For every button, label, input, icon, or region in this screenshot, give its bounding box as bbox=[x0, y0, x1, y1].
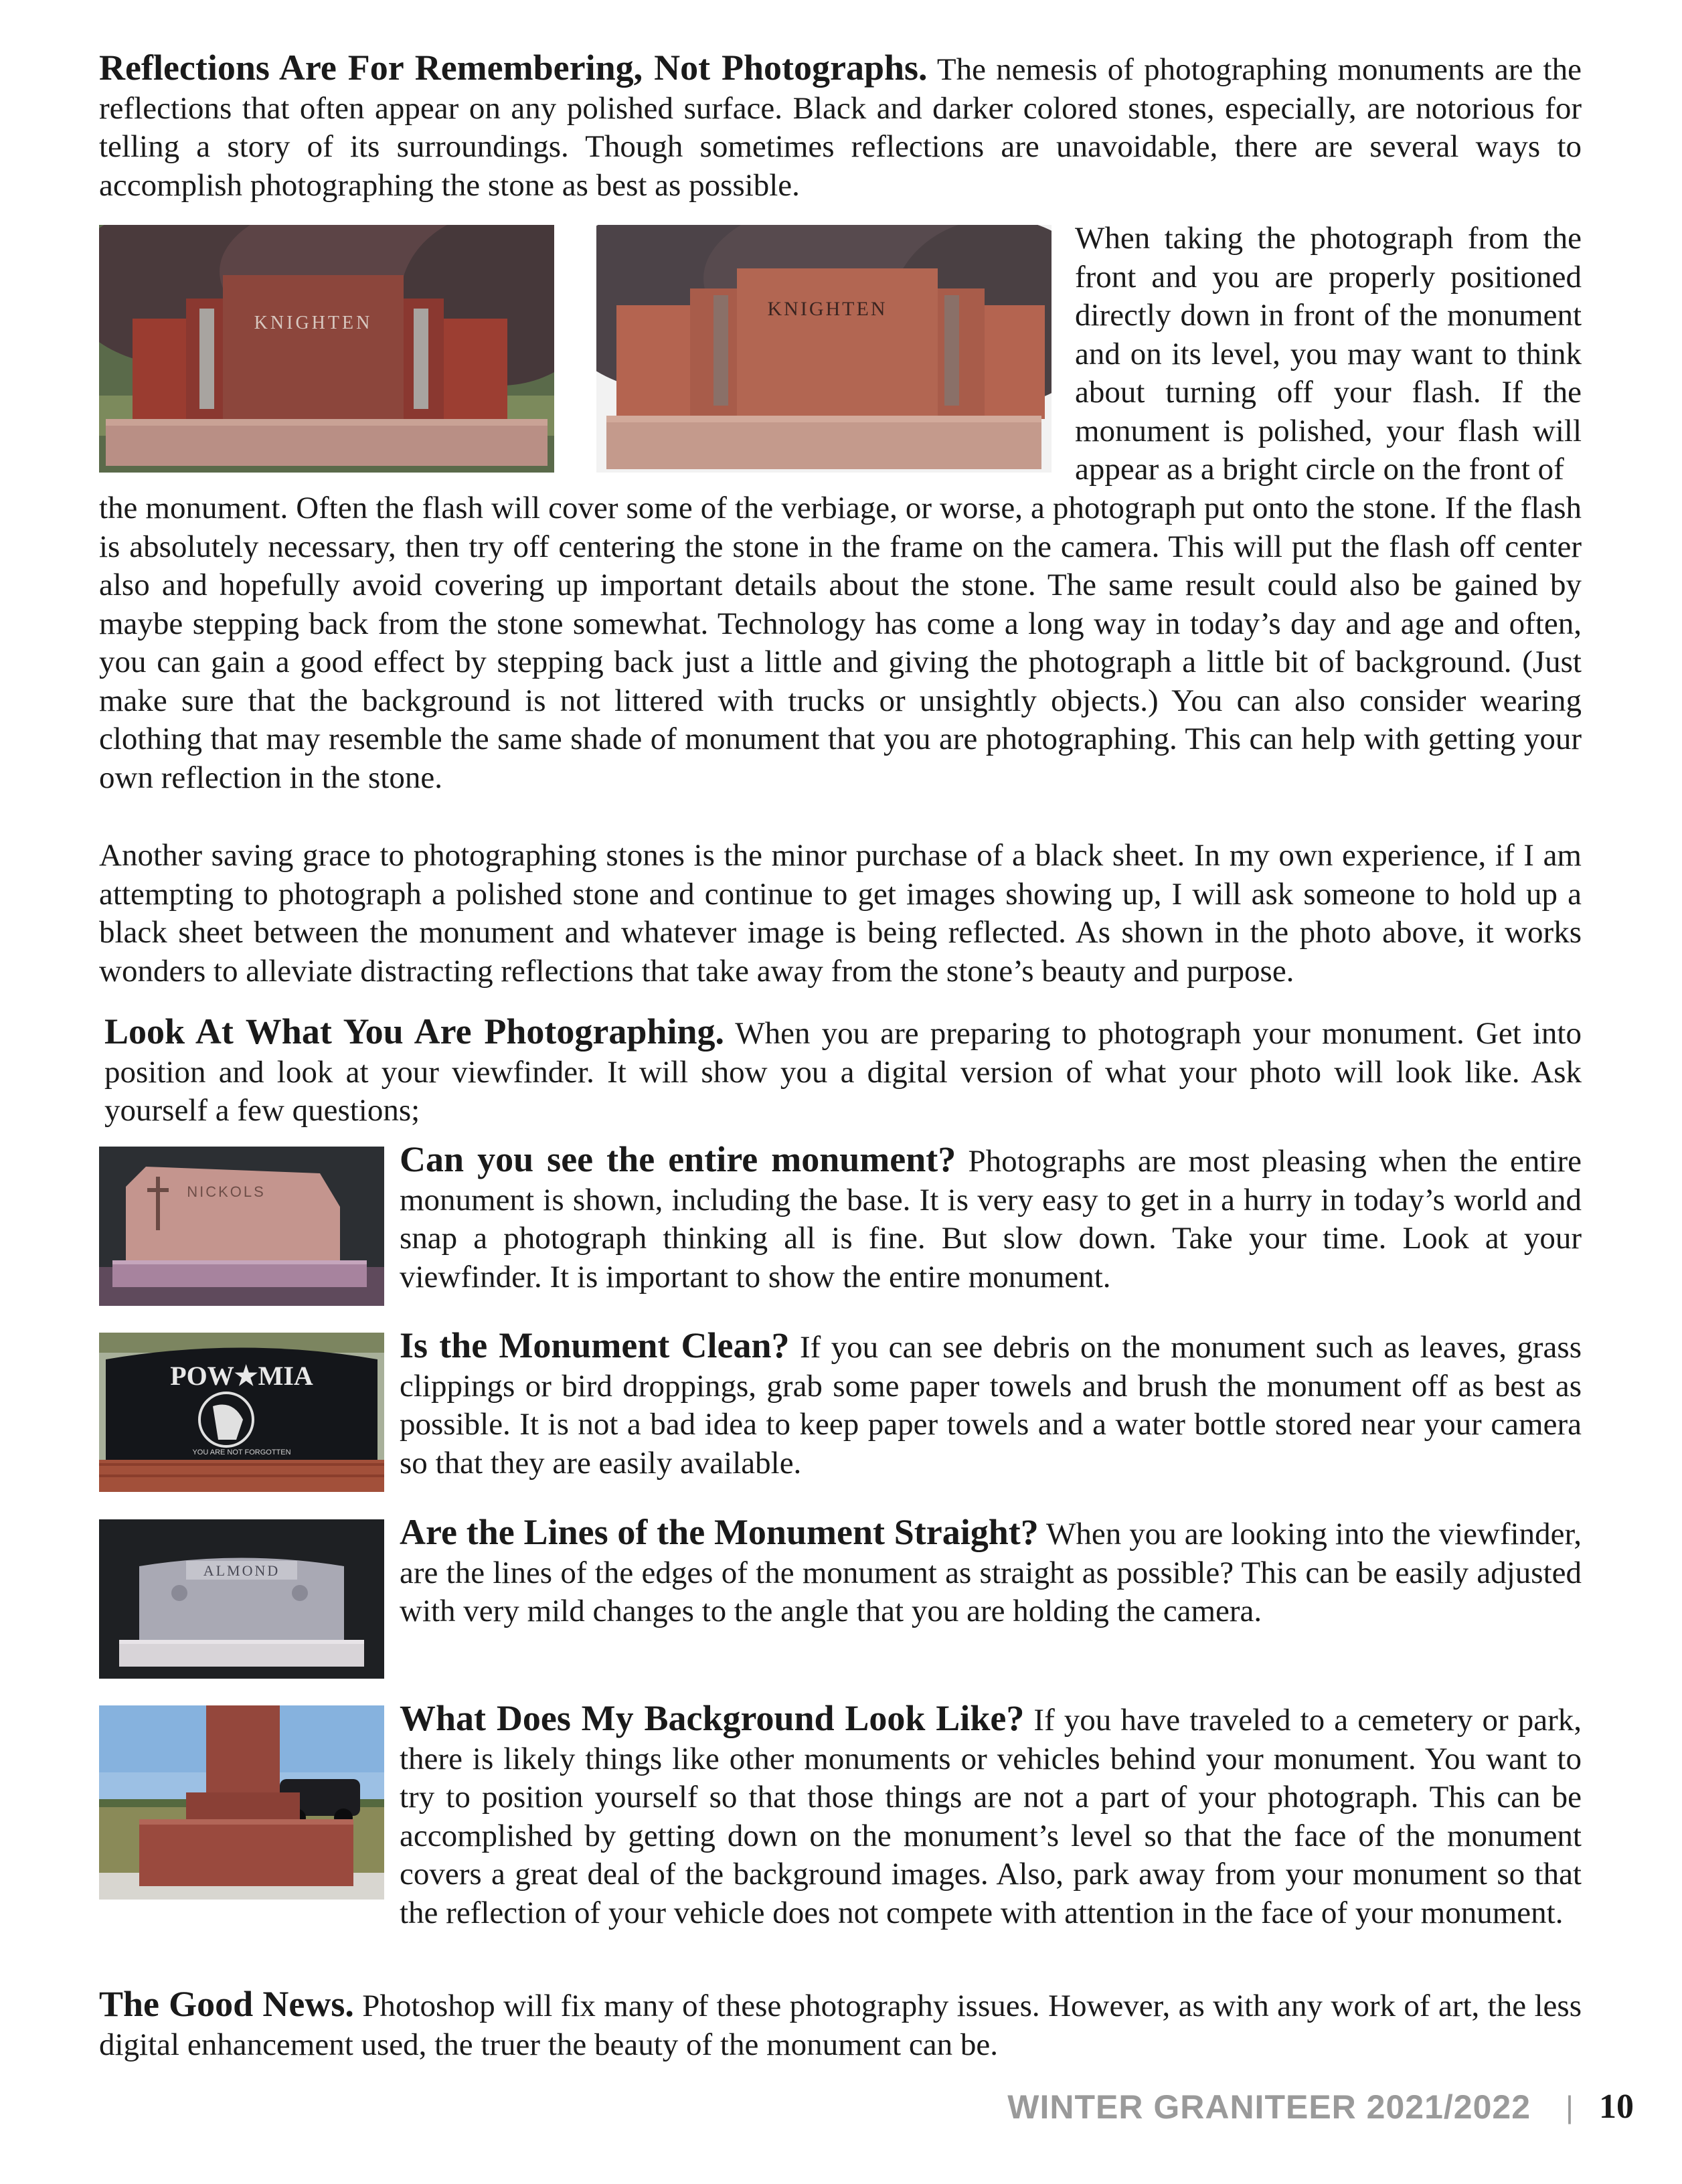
page-footer bbox=[1007, 2087, 1634, 2126]
heading-good-news: The Good News. bbox=[99, 1984, 354, 2024]
pow-mia-inscription: POW★MIA bbox=[170, 1361, 313, 1391]
knighten-inscription-2: KNIGHTEN bbox=[767, 298, 888, 320]
footer-separator: | bbox=[1566, 2089, 1574, 2124]
flash-advice-continuation: the monument. Often the flash will cover some of the verbiage, or worse, a photograph put onto the stone. If the flash is absolutely necessary, then try off centering the stone in the frame on the camera. This will put the flash off center also and hopefully avoid covering up important details about the stone. The same result could also be gained by maybe stepping back from the stone somewhat. Technology has come a long way in today’s day and age and often, you can gain a good effect by stepping back just a little and giving the photograph a little bit of background. (Just make sure that the background is not littered with trucks or unsightly objects.) You can also consider wearing clothing that may resemble the same shade of monument that you are photographing. This can help with getting your own reflection in the stone. bbox=[99, 491, 1582, 795]
almond-monument-photo bbox=[99, 1519, 384, 1679]
background-look-item: What Does My Background Look Like? If you have traveled to a cemetery or park, there is likely things like other monuments or vehicles behind your monument. You want to try to position yourself so that those things are not a part of your photograph. This can be accomplished by getting down on the monument’s level so that the face of the monument covers a great deal of the background images. Also, park away from your monument so that the reflection of your vehicle does not compete with attention in the face of your monument. bbox=[400, 1698, 1582, 1930]
almond-inscription: ALMOND bbox=[203, 1562, 280, 1579]
good-news-paragraph: The Good News. Photoshop will fix many of these photography issues. However, as with any work of art, the less digital enhancement used, the truer the beauty of the monument can be. bbox=[99, 1984, 1582, 2062]
heading-look-at-what: Look At What You Are Photographing. bbox=[104, 1011, 724, 1052]
question-monument-clean: Is the Monument Clean? bbox=[400, 1325, 790, 1365]
page-number: 10 bbox=[1599, 2088, 1634, 2126]
entire-monument-item: Can you see the entire monument? Photographs are most pleasing when the entire monument is shown, including the base. It is very easy to get in a hurry in today’s world and snap a photograph thinking all is fine. But slow down. Take your time. Look at your viewfinder. It is important to show the entire monument. bbox=[400, 1139, 1582, 1294]
background-monument-photo bbox=[99, 1705, 384, 1900]
section-look-intro: Look At What You Are Photographing. When you are preparing to photograph your monument. Get into position and look at your viewfinder. It will show you a digital version of what your photo will look like. Ask yourself a few questions; bbox=[104, 1011, 1582, 1128]
knighten-monument-clean-photo bbox=[596, 225, 1052, 473]
question-background: What Does My Background Look Like? bbox=[400, 1698, 1025, 1738]
knighten-monument-reflective-photo bbox=[99, 225, 554, 473]
pow-mia-monument-photo bbox=[99, 1333, 384, 1492]
pow-mia-subtext: YOU ARE NOT FORGOTTEN bbox=[192, 1448, 291, 1456]
question-entire-monument: Can you see the entire monument? bbox=[400, 1139, 956, 1179]
question-lines-straight: Are the Lines of the Monument Straight? bbox=[400, 1512, 1039, 1552]
lines-straight-item: Are the Lines of the Monument Straight? When you are looking into the viewfinder, are the lines of the edges of the monument as straight as possible? This can be easily adjusted with very mild changes to the angle that you are holding the camera. bbox=[400, 1512, 1582, 1628]
knighten-inscription-1: KNIGHTEN bbox=[254, 313, 373, 333]
monument-clean-item: Is the Monument Clean? If you can see debris on the monument such as leaves, grass clippings or bird droppings, grab some paper towels and brush the monument off as best as possible. It is not a bad idea to keep paper towels and a water bottle stored near your camera so that they are easily available. bbox=[400, 1325, 1582, 1481]
flash-advice-text: When taking the photograph from the front and you are properly positioned directly down in front of the monument and on its level, you may want to think about turning off your flash. If the monument is polished, your flash will appear as a bright circle on the front of bbox=[1075, 221, 1582, 487]
heading-reflections: Reflections Are For Remembering, Not Photographs. bbox=[99, 48, 928, 88]
black-sheet-paragraph: Another saving grace to photographing stones is the minor purchase of a black sheet. In my own experience, if I am attempting to photograph a polished stone and continue to get images showing up, I will ask someone to hold up a black sheet between the monument and whatever image is being reflected. As shown in the photo above, it works wonders to alleviate distracting reflections that take away from the stone’s beauty and purpose. bbox=[99, 838, 1582, 989]
magazine-title: WINTER GRANITEER 2021/2022 bbox=[1007, 2088, 1531, 2126]
nickols-inscription: NICKOLS bbox=[187, 1183, 266, 1200]
nickols-monument-photo bbox=[99, 1147, 384, 1306]
section-reflections-intro: Reflections Are For Remembering, Not Photographs. The nemesis of photographing monuments are the reflections that often appear on any polished surface. Black and darker colored stones, especially, are notorious for telling a story of its surroundings. Though sometimes reflections are unavoidable, there are several ways to accomplish photographing the stone as best as possible. bbox=[99, 48, 1582, 203]
